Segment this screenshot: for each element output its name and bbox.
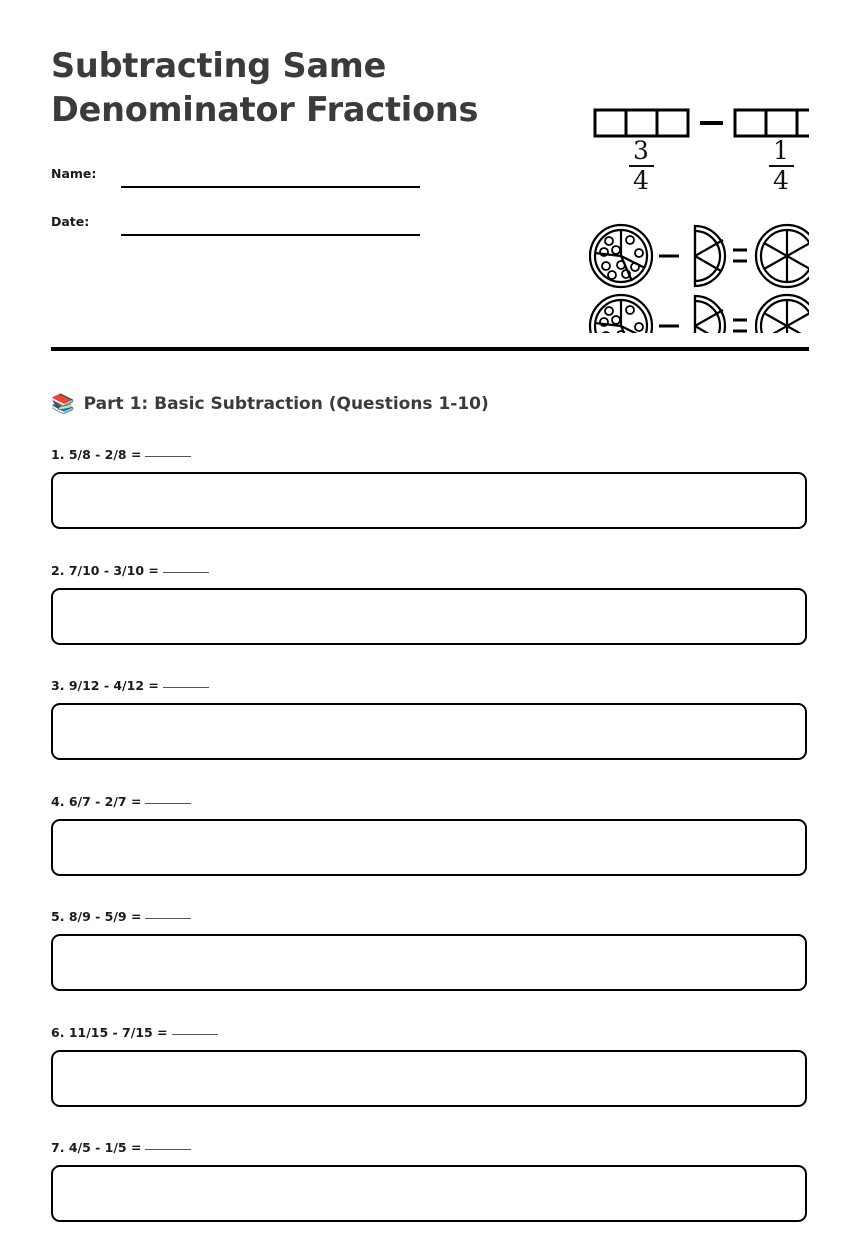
work-area-box[interactable] (51, 819, 807, 876)
question-number: 1. (51, 447, 65, 462)
pizza-whole-icon-1 (590, 225, 652, 287)
books-emoji-icon: 📚 (51, 392, 75, 415)
answer-blank[interactable] (145, 918, 191, 919)
pizza-equation-row-1 (590, 225, 809, 287)
question-number: 7. (51, 1140, 65, 1155)
question-number: 4. (51, 793, 65, 809)
question-number: 5. (51, 909, 65, 924)
pizza-equals-sign-1 (733, 250, 747, 261)
pizza-equals-sign-2 (733, 320, 747, 331)
work-area-box[interactable] (51, 588, 807, 645)
answer-blank[interactable] (145, 803, 191, 804)
section-heading (51, 390, 489, 418)
question-block (51, 1025, 809, 1141)
pizza-half-icon-2 (695, 296, 725, 333)
page-title-line-1: Subtracting Same (51, 46, 387, 85)
question-block (51, 563, 809, 679)
question-block (51, 678, 809, 794)
section-heading-label: Part 1: Basic Subtraction (Questions 1-10) (83, 394, 489, 414)
question-block (51, 447, 809, 563)
bar-model-right (735, 110, 809, 136)
question-problem: 8/9 - 5/9 = (68, 909, 142, 924)
name-input-line[interactable] (121, 186, 420, 188)
question-problem: 6/7 - 2/7 = (68, 793, 142, 809)
answer-blank[interactable] (145, 456, 191, 457)
question-text (51, 447, 191, 462)
date-label: Date: (51, 214, 90, 229)
question-text (51, 794, 191, 809)
question-text (51, 1025, 218, 1040)
question-problem: 9/12 - 4/12 = (68, 678, 159, 693)
question-block (51, 794, 809, 910)
question-block (51, 909, 809, 1025)
answer-blank[interactable] (172, 1034, 218, 1035)
svg-text:4: 4 (633, 166, 649, 195)
svg-text:3: 3 (633, 136, 649, 165)
work-area-box[interactable] (51, 1165, 807, 1222)
question-block (51, 1140, 809, 1256)
fraction-illustration (537, 58, 809, 333)
work-area-box[interactable] (51, 703, 807, 760)
page-title-line-2: Denominator Fractions (51, 90, 479, 129)
question-text (51, 678, 209, 693)
question-number: 2. (51, 562, 65, 578)
question-text (51, 563, 209, 578)
question-problem: 7/10 - 3/10 = (68, 562, 159, 578)
worksheet-header (51, 44, 809, 334)
work-area-box[interactable] (51, 1050, 807, 1107)
fraction-three-quarters (629, 136, 654, 195)
fraction-one-quarter (769, 136, 794, 195)
answer-blank[interactable] (163, 687, 209, 688)
svg-text:1: 1 (773, 136, 789, 165)
question-problem: 11/15 - 7/15 = (68, 1024, 168, 1040)
question-number: 6. (51, 1024, 65, 1040)
question-text (51, 909, 191, 924)
work-area-box[interactable] (51, 934, 807, 991)
question-number: 3. (51, 678, 65, 693)
question-problem: 4/5 - 1/5 = (68, 1140, 142, 1155)
questions-list (51, 447, 809, 1256)
bar-model-left (595, 110, 688, 136)
work-area-box[interactable] (51, 472, 807, 529)
pizza-whole-icon-2 (590, 295, 652, 333)
pizza-half-icon-1 (695, 226, 725, 286)
date-input-line[interactable] (121, 234, 420, 236)
name-label: Name: (51, 166, 97, 181)
question-problem: 5/8 - 2/8 = (68, 447, 142, 462)
page-title (51, 44, 521, 132)
pizza-equation-row-2 (590, 295, 809, 333)
header-divider-rule (51, 347, 809, 351)
question-text (51, 1140, 191, 1155)
pizza-empty-icon-1 (756, 225, 809, 287)
pizza-empty-icon-2 (756, 295, 809, 333)
answer-blank[interactable] (163, 572, 209, 573)
svg-text:4: 4 (773, 166, 789, 195)
answer-blank[interactable] (145, 1149, 191, 1150)
